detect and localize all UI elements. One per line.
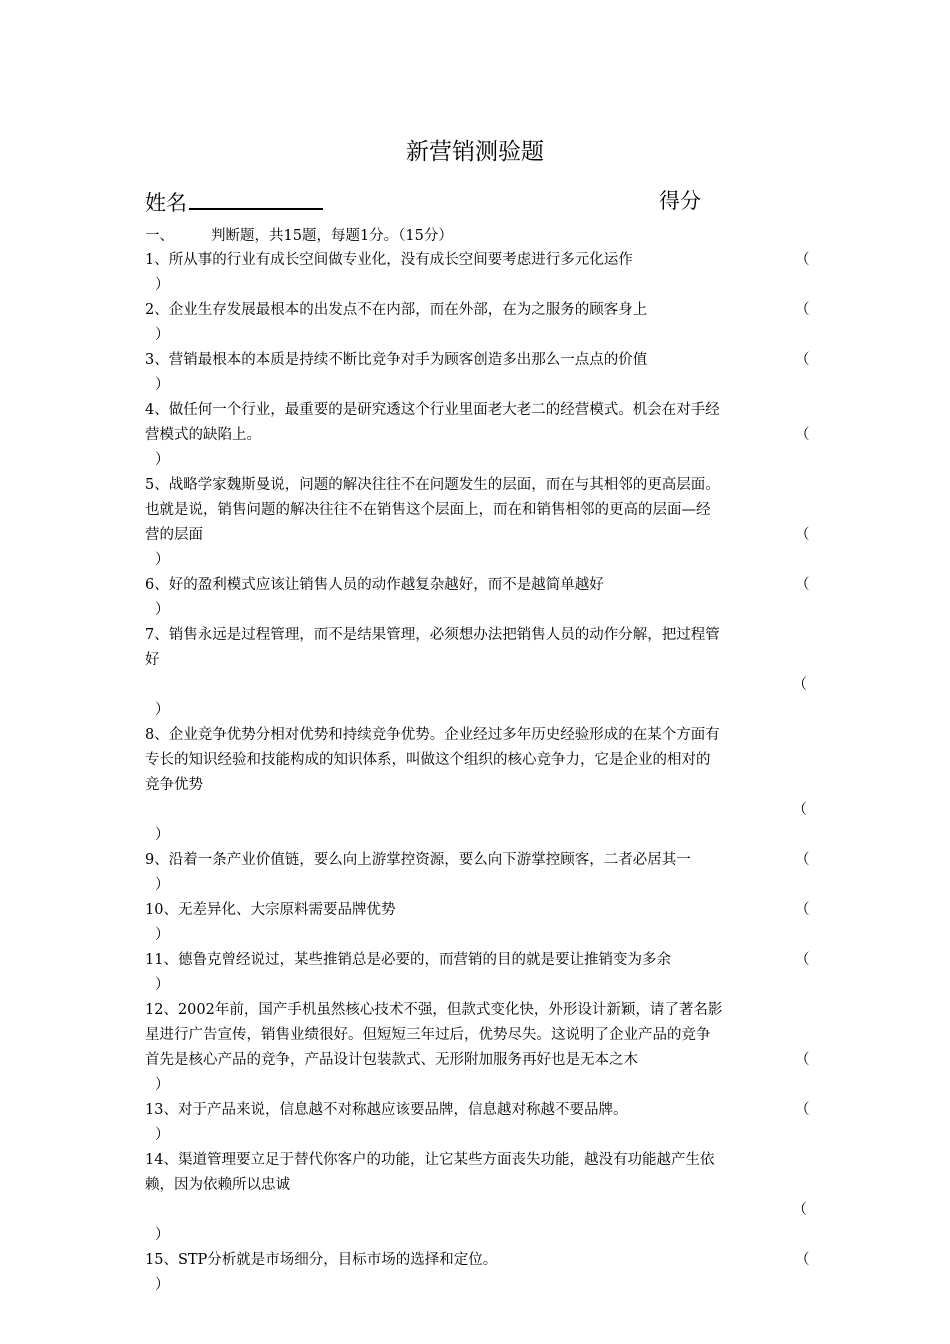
question-item bbox=[145, 998, 810, 1098]
answer-paren-close: ） bbox=[155, 1227, 170, 1243]
answer-paren-close: ） bbox=[155, 927, 170, 943]
question-item bbox=[145, 573, 810, 623]
score-label: 得分 bbox=[659, 189, 701, 213]
name-label: 姓名 bbox=[145, 191, 187, 215]
answer-paren-close: ） bbox=[155, 377, 170, 393]
answer-paren-open[interactable]: （ bbox=[792, 802, 807, 818]
answer-paren-open[interactable]: （ bbox=[792, 1202, 807, 1218]
question-item bbox=[145, 898, 810, 948]
question-text: 13、对于产品来说，信息越不对称越应该要品牌，信息越对称越不要品牌。 bbox=[145, 1102, 628, 1118]
answer-paren-close: ） bbox=[155, 1127, 170, 1143]
question-text: 营模式的缺陷上。 bbox=[145, 427, 261, 443]
answer-paren-close: ） bbox=[155, 277, 170, 293]
answer-paren-close: ） bbox=[155, 552, 170, 568]
question-item bbox=[145, 723, 807, 848]
answer-paren-close: ） bbox=[155, 877, 170, 893]
answer-paren-close: ） bbox=[155, 977, 170, 993]
section-heading bbox=[145, 226, 453, 246]
question-item bbox=[145, 473, 810, 573]
question-item bbox=[145, 398, 810, 473]
question-text: 10、无差异化、大宗原料需要品牌优势 bbox=[145, 902, 396, 918]
answer-paren-open[interactable]: （ bbox=[795, 527, 810, 543]
answer-paren-open[interactable]: （ bbox=[795, 952, 810, 968]
answer-paren-open[interactable]: （ bbox=[792, 677, 807, 693]
question-text: 9、沿着一条产业价值链，要么向上游掌控资源，要么向下游掌控顾客，二者必居其一 bbox=[145, 852, 691, 868]
answer-paren-open[interactable]: （ bbox=[795, 852, 810, 868]
answer-paren-open[interactable]: （ bbox=[795, 302, 810, 318]
question-text: 好 bbox=[145, 652, 160, 668]
answer-paren-open[interactable]: （ bbox=[795, 1102, 810, 1118]
answer-paren-close: ） bbox=[155, 452, 170, 468]
question-text: 8、企业竞争优势分相对优势和持续竞争优势。企业经过多年历史经验形成的在某个方面有 bbox=[145, 727, 720, 743]
question-item bbox=[145, 948, 810, 998]
question-text: 14、渠道管理要立足于替代你客户的功能，让它某些方面丧失功能，越没有功能越产生依 bbox=[145, 1152, 715, 1168]
question-text: 首先是核心产品的竞争，产品设计包装款式、无形附加服务再好也是无本之木 bbox=[145, 1052, 638, 1068]
page-title: 新营销测验题 bbox=[406, 139, 544, 165]
answer-paren-open[interactable]: （ bbox=[795, 352, 810, 368]
answer-paren-open[interactable]: （ bbox=[795, 1052, 810, 1068]
question-text: 3、营销最根本的本质是持续不断比竞争对手为顾客创造多出那么一点点的价值 bbox=[145, 352, 648, 368]
question-text: 专长的知识经验和技能构成的知识体系，叫做这个组织的核心竞争力，它是企业的相对的 bbox=[145, 752, 711, 768]
question-text: 6、好的盈利模式应该让销售人员的动作越复杂越好，而不是越简单越好 bbox=[145, 577, 604, 593]
answer-paren-open[interactable]: （ bbox=[795, 1252, 810, 1268]
question-list bbox=[145, 248, 810, 1298]
question-text: 竞争优势 bbox=[145, 777, 203, 793]
question-text: 12、2002年前，国产手机虽然核心技术不强，但款式变化快，外形设计新颖，请了著名影 bbox=[145, 1002, 723, 1018]
section-number: 一、 bbox=[145, 228, 174, 244]
question-item bbox=[145, 623, 807, 723]
question-text: 赖，因为依赖所以忠诚 bbox=[145, 1177, 290, 1193]
question-text: 1、所从事的行业有成长空间做专业化，没有成长空间要考虑进行多元化运作 bbox=[145, 252, 633, 268]
question-text: 4、做任何一个行业，最重要的是研究透这个行业里面老大老二的经营模式。机会在对手经 bbox=[145, 402, 720, 418]
answer-paren-close: ） bbox=[155, 702, 170, 718]
question-text: 2、企业生存发展最根本的出发点不在内部，而在外部，在为之服务的顾客身上 bbox=[145, 302, 648, 318]
name-blank-line[interactable] bbox=[189, 186, 323, 210]
question-text: 星进行广告宣传，销售业绩很好。但短短三年过后，优势尽失。这说明了企业产品的竞争 bbox=[145, 1027, 711, 1043]
answer-paren-close: ） bbox=[155, 602, 170, 618]
name-field bbox=[145, 186, 323, 218]
question-text: 15、STP分析就是市场细分，目标市场的选择和定位。 bbox=[145, 1252, 498, 1268]
answer-paren-open[interactable]: （ bbox=[795, 427, 810, 443]
answer-paren-open[interactable]: （ bbox=[795, 902, 810, 918]
answer-paren-close: ） bbox=[155, 827, 170, 843]
answer-paren-close: ） bbox=[155, 327, 170, 343]
question-item bbox=[145, 848, 810, 898]
question-text: 也就是说，销售问题的解决往往不在销售这个层面上，而在和销售相邻的更高的层面—经 bbox=[145, 502, 711, 518]
section-text: 判断题，共15题，每题1分。（15分） bbox=[211, 228, 453, 244]
question-item bbox=[145, 348, 810, 398]
question-item bbox=[145, 1148, 807, 1248]
question-text: 营的层面 bbox=[145, 527, 203, 543]
question-item bbox=[145, 1248, 810, 1298]
answer-paren-close: ） bbox=[155, 1277, 170, 1293]
answer-paren-close: ） bbox=[155, 1077, 170, 1093]
question-item bbox=[145, 298, 810, 348]
answer-paren-open[interactable]: （ bbox=[795, 577, 810, 593]
question-item bbox=[145, 248, 810, 298]
question-text: 7、销售永远是过程管理，而不是结果管理，必须想办法把销售人员的动作分解，把过程管 bbox=[145, 627, 720, 643]
question-item bbox=[145, 1098, 810, 1148]
answer-paren-open[interactable]: （ bbox=[795, 252, 810, 268]
question-text: 11、德鲁克曾经说过，某些推销总是必要的，而营销的目的就是要让推销变为多余 bbox=[145, 952, 671, 968]
question-text: 5、战略学家魏斯曼说，问题的解决往往不在问题发生的层面，而在与其相邻的更高层面。 bbox=[145, 477, 720, 493]
